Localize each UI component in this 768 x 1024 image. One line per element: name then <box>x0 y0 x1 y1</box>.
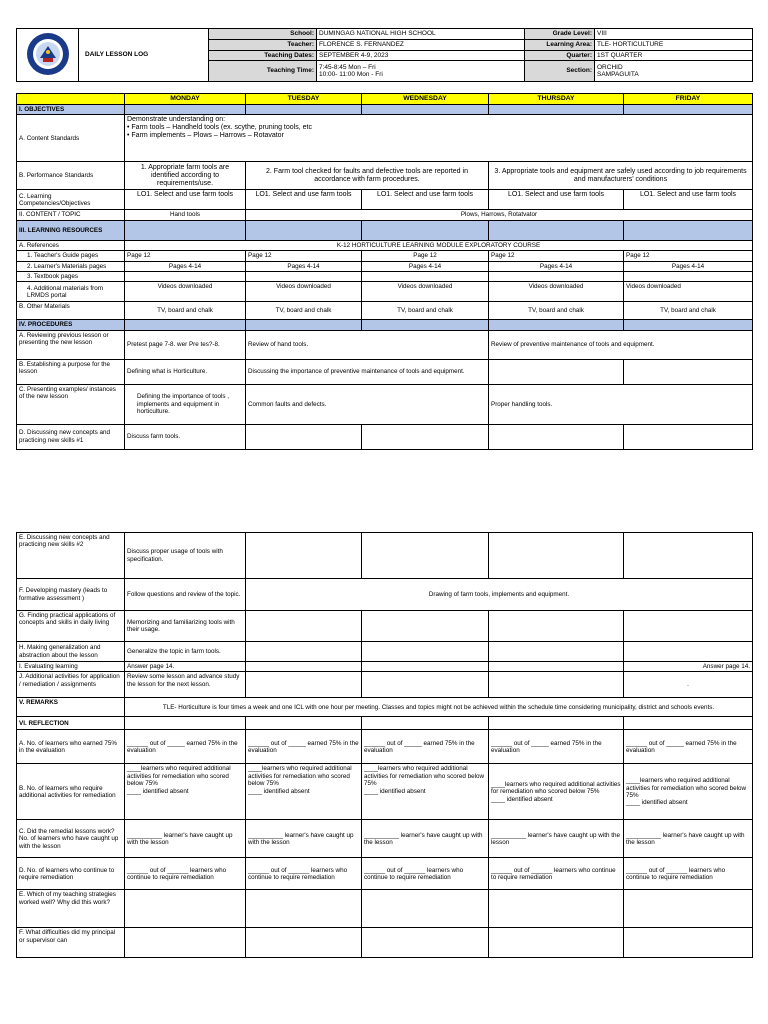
lo-tuesday: LO1. Select and use farm tools <box>246 190 362 210</box>
proc-g-label: G. Finding practical applications of concepts and skills in daily living <box>17 611 125 642</box>
proc-j-monday: Review some lesson and advance study the lesson for the next lesson. <box>125 672 246 698</box>
additional-monday: Videos downloaded <box>125 282 246 302</box>
day-friday: FRIDAY <box>624 94 753 105</box>
lo-thursday: LO1. Select and use farm tools <box>489 190 624 210</box>
proc-b-monday: Defining what is Horticulture. <box>125 359 246 384</box>
tg-tuesday: Page 12 <box>246 251 362 261</box>
refl-e-label: E. Which of my teaching strategies worked well? Why did this work? <box>17 890 125 928</box>
refl-b-tuesday: ____learners who required additional activities for remediation who scored below 75% ____ identified absent <box>246 764 362 820</box>
remarks-heading: V. REMARKS <box>17 698 125 717</box>
refl-b-friday: ____learners who required additional activities for remediation who scored below 75% ____ identified absent <box>624 764 753 820</box>
refl-a-label: A. No. of learners who earned 75% in the evaluation <box>17 730 125 764</box>
other-monday: TV, board and chalk <box>125 302 246 320</box>
content-monday: Hand tools <box>125 210 246 220</box>
time-line-2: 10:00- 11:00 Mon - Fri <box>319 71 383 79</box>
refl-b-monday: ____learners who required additional activities for remediation who scored below 75% ____ identified absent <box>125 764 246 820</box>
additional-tuesday: Videos downloaded <box>246 282 362 302</box>
additional-friday: Videos downloaded <box>624 282 753 302</box>
proc-e-label: E. Discussing new concepts and practicing new skills #2 <box>17 533 125 579</box>
refl-b-thursday: ____learners who required additional activities for remediation who scored below 75% ____ identified absent <box>489 764 624 820</box>
grade-value: VIII <box>595 29 753 40</box>
lesson-table-page2 <box>16 532 752 958</box>
proc-d-label: D. Discussing new concepts and practicing new skills #1 <box>17 424 125 449</box>
reflection-heading: VI. REFLECTION <box>17 717 125 730</box>
lm-thursday: Pages 4-14 <box>489 261 624 271</box>
proc-g-monday: Memorizing and familiarizing tools with their usage. <box>125 611 246 642</box>
lm-label: 2. Learner's Materials pages <box>17 261 125 271</box>
header-block <box>16 28 752 82</box>
proc-a-thursday: Review of preventive maintenance of tools and equipment. <box>489 330 753 359</box>
lm-tuesday: Pages 4-14 <box>246 261 362 271</box>
procedures-heading: IV. PROCEDURES <box>17 320 125 330</box>
area-value: TLE- HORTICULTURE <box>595 39 753 50</box>
refl-f-label: F. What difficulties did my principal or supervisor can <box>17 928 125 958</box>
refl-d-monday: ______ out of ______ learners who continue to require remediation <box>125 858 246 890</box>
refl-a-wednesday: ______ out of _____ earned 75% in the evaluation <box>362 730 489 764</box>
performance-standards-label: B. Performance Standards <box>17 162 125 190</box>
log-title: DAILY LESSON LOG <box>79 29 209 82</box>
resources-heading: III. LEARNING RESOURCES <box>17 220 125 240</box>
refl-c-friday: __________ learner's have caught up with the lesson <box>624 820 753 858</box>
proc-f-monday: Follow questions and review of the topic. <box>125 579 246 611</box>
refl-d-thursday: ______ out of ______ learners who continue to require remediation <box>489 858 624 890</box>
tg-label: 1. Teacher's Guide pages <box>17 251 125 261</box>
proc-a-tuesday: Review of hand tools. <box>246 330 489 359</box>
deped-seal-icon <box>26 32 70 76</box>
competencies-label: C. Learning Competencies/Objectives <box>17 190 125 210</box>
refl-a-tuesday: ______ out of _____ earned 75% in the evaluation <box>246 730 362 764</box>
proc-c-label: C. Presenting examples/ instances of the new lesson <box>17 384 125 424</box>
dates-value: SEPTEMBER 4-9, 2023 <box>317 50 525 61</box>
teacher-value: FLORENCE S. FERNANDEZ <box>317 39 525 50</box>
day-thursday: THURSDAY <box>489 94 624 105</box>
additional-label: 4. Additional materials from LRMDS portal <box>17 282 125 302</box>
section-label: Section: <box>525 61 595 82</box>
other-thursday: TV, board and chalk <box>489 302 624 320</box>
proc-a-monday: Pretest page 7-8. wer Pre tes?-8. <box>125 330 246 359</box>
proc-j-friday: . <box>624 672 753 698</box>
area-label: Learning Area: <box>525 39 595 50</box>
tg-thursday: Page 12 <box>489 251 624 261</box>
refl-d-wednesday: ______ out of ______ learners who continue to require remediation <box>362 858 489 890</box>
day-tuesday: TUESDAY <box>246 94 362 105</box>
grade-label: Grade Level: <box>525 29 595 40</box>
proc-c-tuesday: Common faults and defects. <box>246 384 489 424</box>
references-module: K-12 HORTICULTURE LEARNING MODULE EXPLORATORY COURSE <box>125 240 753 250</box>
content-rest: Plows, Harrows, Rotatvator <box>246 210 753 220</box>
refl-c-thursday: __________ learner's have caught up with the lesson <box>489 820 624 858</box>
other-friday: TV, board and chalk <box>624 302 753 320</box>
blank-day-cell <box>17 94 125 105</box>
refl-c-label: C. Did the remedial lessons work? No. of learners who have caught up with the lesson <box>17 820 125 858</box>
time-line-1: 7:45-8:45 Mon – Fri <box>319 63 376 71</box>
tg-wednesday: Page 12 <box>362 251 489 261</box>
content-intro: Demonstrate understanding on: <box>127 116 226 124</box>
lo-monday: LO1. Select and use farm tools <box>125 190 246 210</box>
lm-monday: Pages 4-14 <box>125 261 246 271</box>
other-wednesday: TV, board and chalk <box>362 302 489 320</box>
time-label: Teaching Time: <box>209 61 317 82</box>
school-label: School: <box>209 29 317 40</box>
proc-h-monday: Generalize the topic in farm tools. <box>125 642 246 662</box>
quarter-label: Quarter: <box>525 50 595 61</box>
proc-e-monday: Discuss proper usage of tools with specification. <box>125 533 246 579</box>
section-line-2: SAMPAGUITA <box>597 71 639 79</box>
tg-friday: Page 12 <box>624 251 753 261</box>
additional-wednesday: Videos downloaded <box>362 282 489 302</box>
lo-friday: LO1. Select and use farm tools <box>624 190 753 210</box>
content-heading: II. CONTENT / TOPIC <box>17 210 125 220</box>
refl-b-label: B. No. of learners who require additional activities for remediation <box>17 764 125 820</box>
performance-2: 2. Farm tool checked for faults and defective tools are reported in accordance with farm procedures. <box>246 162 489 190</box>
content-bullet-2: • Farm implements – Plows – Harrows – Rotavator <box>127 132 284 140</box>
proc-i-monday: Answer page 14. <box>125 662 246 672</box>
proc-f-label: F. Developing mastery (leads to formative assessment ) <box>17 579 125 611</box>
refl-a-monday: ______ out of _____ earned 75% in the evaluation <box>125 730 246 764</box>
proc-j-label: J. Additional activities for application / remediation / assignments <box>17 672 125 698</box>
remarks-text: TLE- Horticulture is four times a week and one ICL with one hour per meeting. Classes and topics might not be achieved within the schedule time considering municipality, district and schools events. <box>125 698 753 717</box>
objectives-heading: I. OBJECTIVES <box>17 105 125 115</box>
day-wednesday: WEDNESDAY <box>362 94 489 105</box>
day-monday: MONDAY <box>125 94 246 105</box>
lm-friday: Pages 4-14 <box>624 261 753 271</box>
school-value: DUMINGAG NATIONAL HIGH SCHOOL <box>317 29 525 40</box>
proc-b-label: B. Establishing a purpose for the lesson <box>17 359 125 384</box>
refl-d-tuesday: ______ out of ______ learners who continue to require remediation <box>246 858 362 890</box>
lo-wednesday: LO1. Select and use farm tools <box>362 190 489 210</box>
proc-c-monday: Defining the importance of tools , implements and equipment in horticulture. <box>125 384 246 424</box>
references-label: A. References <box>17 240 125 250</box>
content-bullet-1: • Farm tools – Handheld tools (ex. scythe, pruning tools, etc <box>127 124 312 132</box>
refl-d-label: D. No. of learners who continue to require remediation <box>17 858 125 890</box>
tg-monday: Page 12 <box>125 251 246 261</box>
content-standards-label: A. Content Standards <box>17 115 125 162</box>
lesson-table-page1 <box>16 93 752 450</box>
refl-a-thursday: ______ out of _____ earned 75% in the evaluation <box>489 730 624 764</box>
refl-c-tuesday: __________ learner's have caught up with the lesson <box>246 820 362 858</box>
content-standards-value <box>125 115 753 162</box>
tb-label: 3. Textbook pages <box>17 272 125 282</box>
other-label: B. Other Materials <box>17 302 125 320</box>
proc-i-label: I. Evaluating learning <box>17 662 125 672</box>
refl-a-friday: ______ out of _____ earned 75% in the evaluation <box>624 730 753 764</box>
refl-c-monday: __________ learner's have caught up with the lesson <box>125 820 246 858</box>
section-line-1: ORCHID <box>597 63 623 71</box>
section-value <box>595 61 753 82</box>
refl-b-wednesday: ____learners who required additional activities for remediation who scored below 75% ____ identified absent <box>362 764 489 820</box>
refl-d-friday: ______ out of ______ learners who continue to require remediation <box>624 858 753 890</box>
deped-seal <box>17 29 79 82</box>
time-value <box>317 61 525 82</box>
teacher-label: Teacher: <box>209 39 317 50</box>
refl-c-wednesday: __________ learner's have caught up with the lesson <box>362 820 489 858</box>
proc-h-label: H. Making generalization and abstraction about the lesson <box>17 642 125 662</box>
proc-i-friday: Answer page 14. <box>624 662 753 672</box>
other-tuesday: TV, board and chalk <box>246 302 362 320</box>
performance-3: 3. Appropriate tools and equipment are safely used according to job requirements and manufacturers' conditions <box>489 162 753 190</box>
proc-f-rest: Drawing of farm tools, implements and equipment. <box>246 579 753 611</box>
proc-b-tuesday: Discussing the importance of preventive maintenance of tools and equipment. <box>246 359 489 384</box>
proc-c-thursday: Proper handling tools. <box>489 384 753 424</box>
quarter-value: 1ST QUARTER <box>595 50 753 61</box>
performance-1: 1. Appropriate farm tools are identified according to requirements/use. <box>125 162 246 190</box>
dates-label: Teaching Dates: <box>209 50 317 61</box>
additional-thursday: Videos downloaded <box>489 282 624 302</box>
proc-d-monday: Discuss farm tools. <box>125 424 246 449</box>
lm-wednesday: Pages 4-14 <box>362 261 489 271</box>
proc-a-label: A. Reviewing previous lesson or presenting the new lesson <box>17 330 125 359</box>
